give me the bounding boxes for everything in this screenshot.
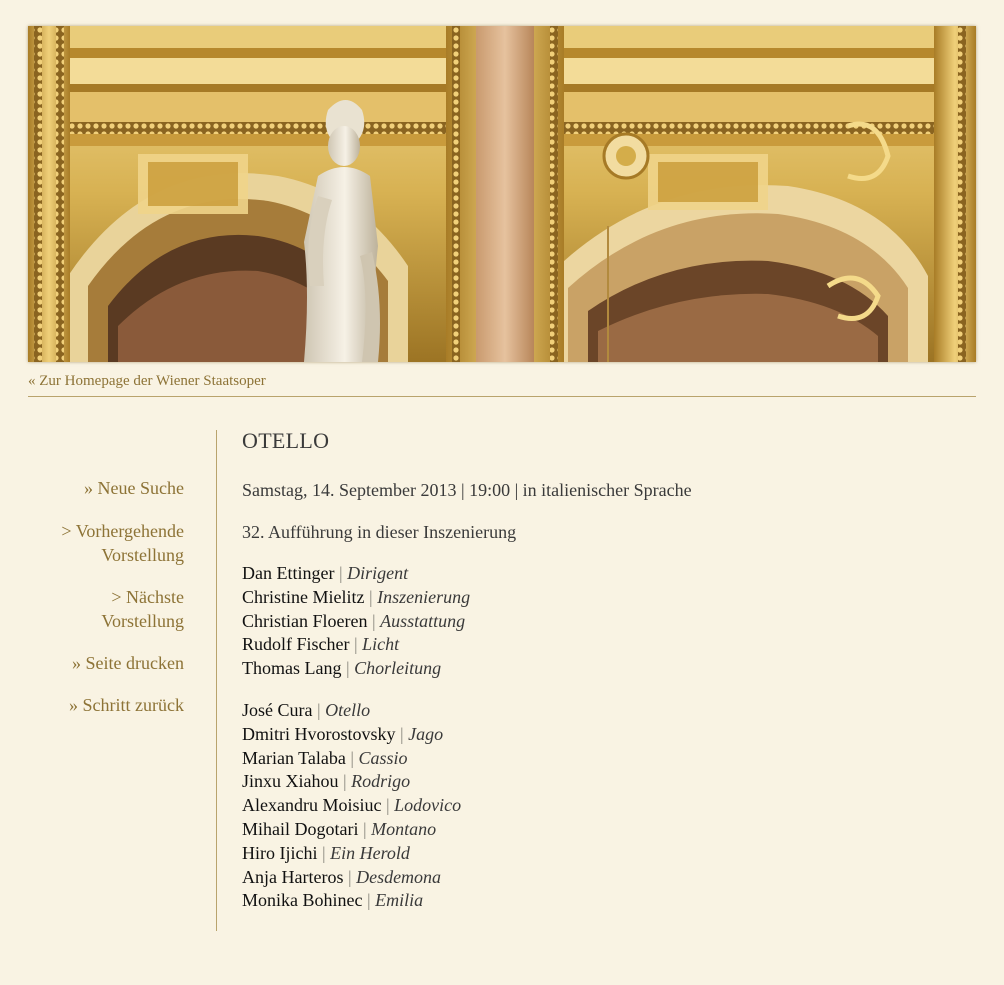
person-role: Jago <box>408 723 444 744</box>
person-name: Marian Talaba <box>242 747 346 768</box>
separator: | <box>321 842 326 863</box>
separator: | <box>345 658 350 679</box>
cast-list <box>242 699 962 913</box>
separator: | <box>368 586 373 607</box>
nav-next-performance[interactable]: > Nächste Vorstellung <box>101 587 184 631</box>
cast-row <box>242 770 962 794</box>
person-name: Dan Ettinger <box>242 563 335 583</box>
person-role: Emilia <box>375 890 424 911</box>
person-name: Mihail Dogotari <box>242 818 359 839</box>
homepage-link[interactable]: « Zur Homepage der Wiener Staatsoper <box>28 373 266 389</box>
cast-row <box>242 699 962 723</box>
person-name: Dmitri Hvorostovsky <box>242 723 396 744</box>
nav-step-back[interactable]: » Schritt zurück <box>69 695 184 715</box>
team-row <box>242 562 962 586</box>
opera-interior-illustration <box>28 26 976 362</box>
separator: | <box>338 563 343 583</box>
person-role: Desdemona <box>356 866 442 887</box>
cast-row <box>242 794 962 818</box>
person-role: Dirigent <box>347 563 409 583</box>
person-name: Rudolf Fischer <box>242 634 350 655</box>
person-name: Anja Harteros <box>242 866 344 887</box>
person-name: Monika Bohinec <box>242 890 363 911</box>
nav-previous-performance[interactable]: > Vorhergehende Vorstellung <box>61 521 184 565</box>
nav-new-search[interactable]: » Neue Suche <box>84 478 184 498</box>
nav-divider <box>216 430 217 931</box>
cast-row <box>242 818 962 842</box>
person-name: Jinxu Xiahou <box>242 771 339 792</box>
person-name: Christine Mielitz <box>242 586 365 607</box>
nav-print-page[interactable]: » Seite drucken <box>72 653 184 673</box>
person-name: Christian Floeren <box>242 610 368 631</box>
person-name: Alexandru Moisiuc <box>242 795 382 816</box>
performance-count: 32. Aufführung in dieser Inszenierung <box>242 522 517 542</box>
team-row <box>242 586 962 610</box>
performance-details <box>242 428 962 913</box>
person-role: Chorleitung <box>354 658 442 679</box>
person-role: Otello <box>325 699 371 720</box>
person-role: Montano <box>371 818 437 839</box>
separator: | <box>343 771 347 792</box>
cast-row <box>242 842 962 866</box>
person-role: Ein Herold <box>330 842 410 863</box>
person-role: Rodrigo <box>351 771 411 792</box>
cast-row <box>242 747 962 771</box>
performance-date: Samstag, 14. September 2013 | 19:00 | in italienischer Sprache <box>242 480 692 500</box>
side-nav <box>4 476 184 735</box>
person-role: Lodovico <box>394 795 462 816</box>
team-row <box>242 633 962 657</box>
person-role: Inszenierung <box>377 586 471 607</box>
cast-row <box>242 889 962 913</box>
separator: | <box>317 699 321 720</box>
separator: | <box>366 890 371 911</box>
cast-row <box>242 866 962 890</box>
separator: | <box>350 747 354 768</box>
page-title: OTELLO <box>242 428 330 453</box>
cast-row <box>242 723 962 747</box>
separator: | <box>354 634 358 655</box>
separator: | <box>347 866 352 887</box>
person-role: Ausstattung <box>380 610 466 631</box>
hero-image <box>28 26 976 362</box>
person-role: Cassio <box>358 747 408 768</box>
person-name: José Cura <box>242 699 313 720</box>
team-row <box>242 610 962 634</box>
separator: | <box>400 723 404 744</box>
person-role: Licht <box>362 634 400 655</box>
person-name: Thomas Lang <box>242 658 342 679</box>
separator: | <box>362 818 367 839</box>
creative-team-list <box>242 562 962 681</box>
person-name: Hiro Ijichi <box>242 842 318 863</box>
team-row <box>242 657 962 681</box>
separator: | <box>385 795 390 816</box>
header-divider <box>28 396 976 397</box>
separator: | <box>371 610 376 631</box>
